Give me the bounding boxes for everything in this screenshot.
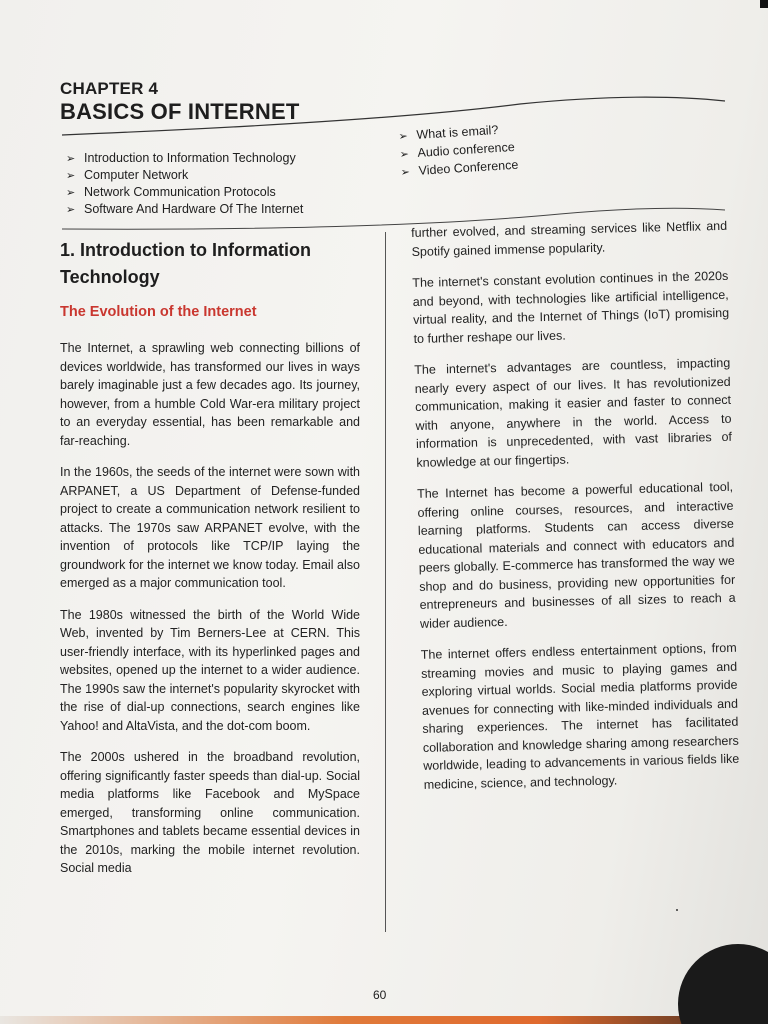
arrow-bullet-icon: ➢ (66, 153, 76, 165)
topic-item: ➢ What is email? (398, 121, 517, 146)
chapter-title: BASICS OF INTERNET (60, 99, 300, 124)
paragraph: In the 1960s, the seeds of the internet were sown with ARPANET, a US Department of Defense-funded project to create a communication network resilient to attacks. The 1970s saw ARPANET evolve, with the invention of protocols like TCP/IP laying the groundwork for the internet we know today. Email also emerged as a major communication tool. (60, 465, 360, 590)
topic-item: ➢ Video Conference (400, 157, 519, 182)
arrow-bullet-icon: ➢ (66, 187, 76, 199)
paragraph: The Internet has become a powerful educational tool, offering online courses, resources, and interactive learning platforms. Students can access diverse educational materials and connect with educators and peers globally. E-commerce has transformed the way we shop and do business, providing new opportunities for entrepreneurs and businesses of all sizes to reach a wider audience. (416, 479, 736, 631)
arrow-bullet-icon: ➢ (400, 166, 411, 179)
arrow-bullet-icon: ➢ (399, 148, 410, 161)
paragraph: The 1980s witnessed the birth of the World Wide Web, invented by Tim Berners-Lee at CERN. This user-friendly interface, with its hyperlinked pages and websites, opened up the internet to a wider audience. The 1990s saw the internet's popularity skyrocket with the rise of dial-up connections, search engines like Yahoo! and AltaVista, and the dot-com boom. (60, 607, 360, 733)
arrow-bullet-icon: ➢ (398, 130, 409, 143)
paragraph: further evolved, and streaming services like Netflix and Spotify gained immense popularity. (411, 218, 728, 259)
right-column (411, 217, 740, 807)
topics-list-right (398, 121, 519, 182)
ink-speck (676, 909, 678, 911)
subsection-heading: The Evolution of the Internet (60, 304, 257, 320)
topic-item: ➢ Network Communication Protocols (66, 185, 276, 199)
arrow-bullet-icon: ➢ (66, 204, 76, 216)
topic-item: ➢ Introduction to Information Technology (66, 151, 296, 165)
paragraph: The internet's advantages are countless, impacting nearly every aspect of our lives. It has revolutionized communication, making it easier and faster to connect with anyone, anywhere in the world. Access to information is unprecedented, with vast libraries of knowledge at our fingertips. (414, 355, 733, 470)
topic-item: ➢ Audio conference (399, 139, 518, 164)
topics-list-left (66, 150, 303, 218)
page-number: 60 (373, 988, 387, 1002)
left-column (60, 339, 360, 891)
chapter-label: CHAPTER 4 (60, 79, 159, 98)
topic-item: ➢ Software And Hardware Of The Internet (66, 202, 304, 216)
topic-item: ➢ Computer Network (66, 168, 189, 182)
section-heading: 1. Introduction to Information Technology (60, 240, 311, 287)
paragraph: The Internet, a sprawling web connecting billions of devices worldwide, has transformed our lives in ways barely imaginable just a few decades ago. Its journey, however, from a humble Cold War-era military project to an everyday essential, has been remarkable and far-reaching. (60, 341, 360, 448)
arrow-bullet-icon: ➢ (66, 170, 76, 182)
column-divider (385, 232, 386, 932)
paragraph: The internet's constant evolution continues in the 2020s and beyond, with technologies like artificial intelligence, virtual reality, and the Internet of Things (IoT) promising to further reshape our lives. (412, 268, 730, 346)
page-edge (0, 1016, 768, 1024)
paragraph: The 2000s ushered in the broadband revolution, offering significantly faster speeds than dial-up. Social media platforms like Facebook and MySpace emerged, transforming online communication. Smartphones and tablets became essential devices in the 2010s, marking the mobile internet revolution. Social media (60, 750, 360, 875)
paragraph: The internet offers endless entertainment options, from streaming movies and music to playing games and exploring virtual worlds. Social media platforms provide avenues for connecting with like-minded individuals and sharing experiences. The internet has facilitated collaboration and knowledge sharing among researchers worldwide, leading to advancements in various fields like medicine, science, and technology. (420, 640, 740, 792)
